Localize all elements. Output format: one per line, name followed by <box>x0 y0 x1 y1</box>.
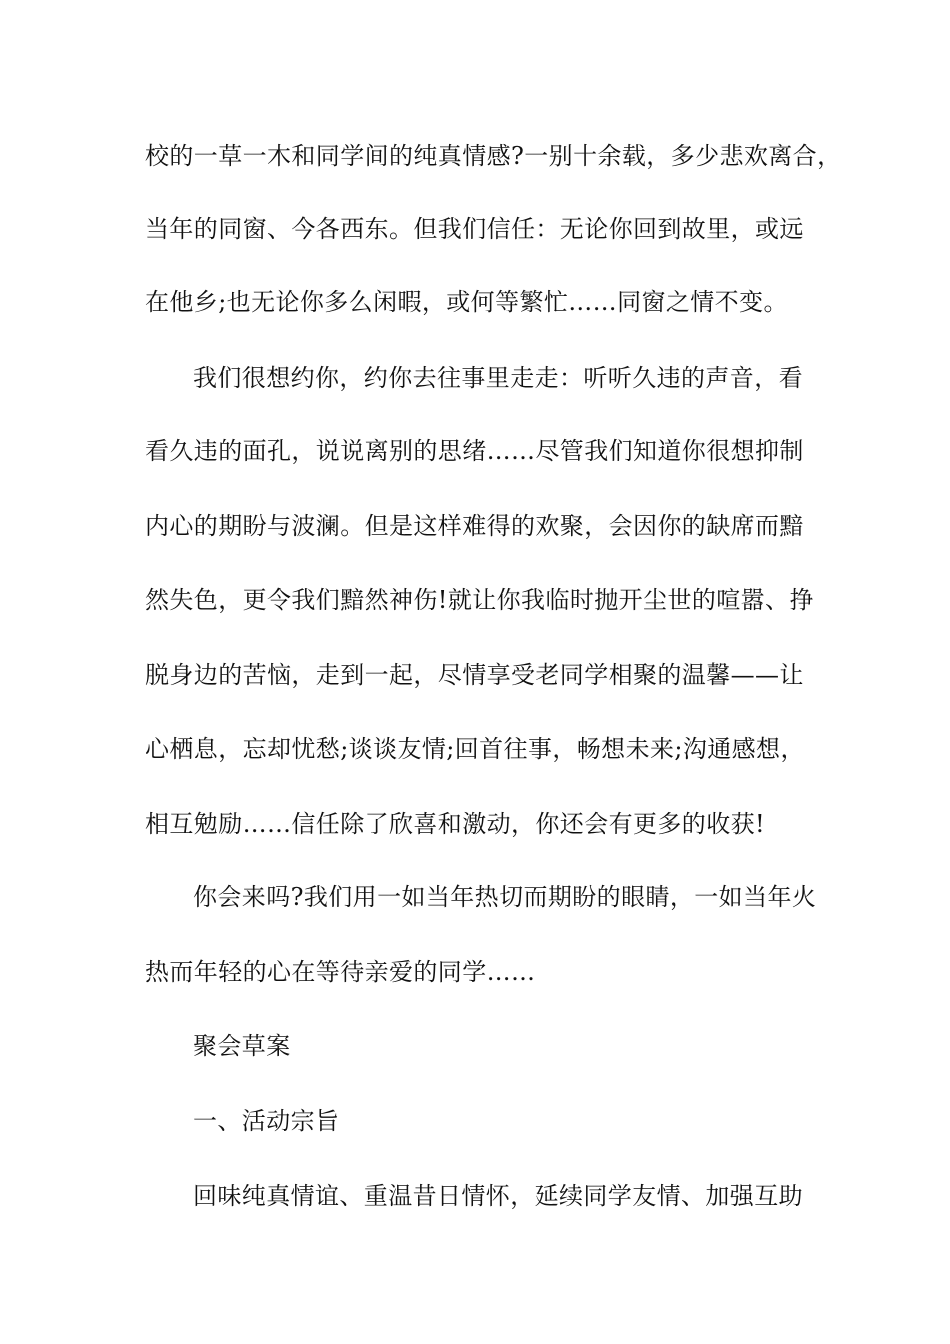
text-line-7: 然失色，更令我们黯然神伤!就让你我临时抛开尘世的喧嚣、挣 <box>145 586 814 614</box>
subsection-heading: 一、活动宗旨 <box>193 1107 340 1135</box>
text-line-3: 在他乡;也无论你多么闲暇，或何等繁忙……同窗之情不变。 <box>145 288 788 316</box>
text-line-12: 热而年轻的心在等待亲爱的同学…… <box>145 958 536 986</box>
text-line-9: 心栖息，忘却忧愁;谈谈友情;回首往事，畅想未来;沟通感想， <box>145 735 805 763</box>
text-line-8: 脱身边的苦恼，走到一起，尽情享受老同学相聚的温馨——让 <box>145 661 804 689</box>
text-line-10: 相互勉励……信任除了欣喜和激动，你还会有更多的收获! <box>145 810 766 838</box>
text-line-2: 当年的同窗、今各西东。但我们信任：无论你回到故里，或远 <box>145 215 804 243</box>
text-line-15: 回味纯真情谊、重温昔日情怀，延续同学友情、加强互助 <box>193 1182 803 1210</box>
text-line-1: 校的一草一木和同学间的纯真情感?一别十余载，多少悲欢离合， <box>145 142 842 170</box>
text-line-6: 内心的期盼与波澜。但是这样难得的欢聚，会因你的缺席而黯 <box>145 512 804 540</box>
text-line-5: 看久违的面孔，说说离别的思绪……尽管我们知道你很想抑制 <box>145 437 804 465</box>
section-heading: 聚会草案 <box>193 1032 291 1060</box>
text-line-4: 我们很想约你，约你去往事里走走：听听久违的声音，看 <box>193 364 803 392</box>
text-line-11: 你会来吗?我们用一如当年热切而期盼的眼睛，一如当年火 <box>193 883 817 911</box>
